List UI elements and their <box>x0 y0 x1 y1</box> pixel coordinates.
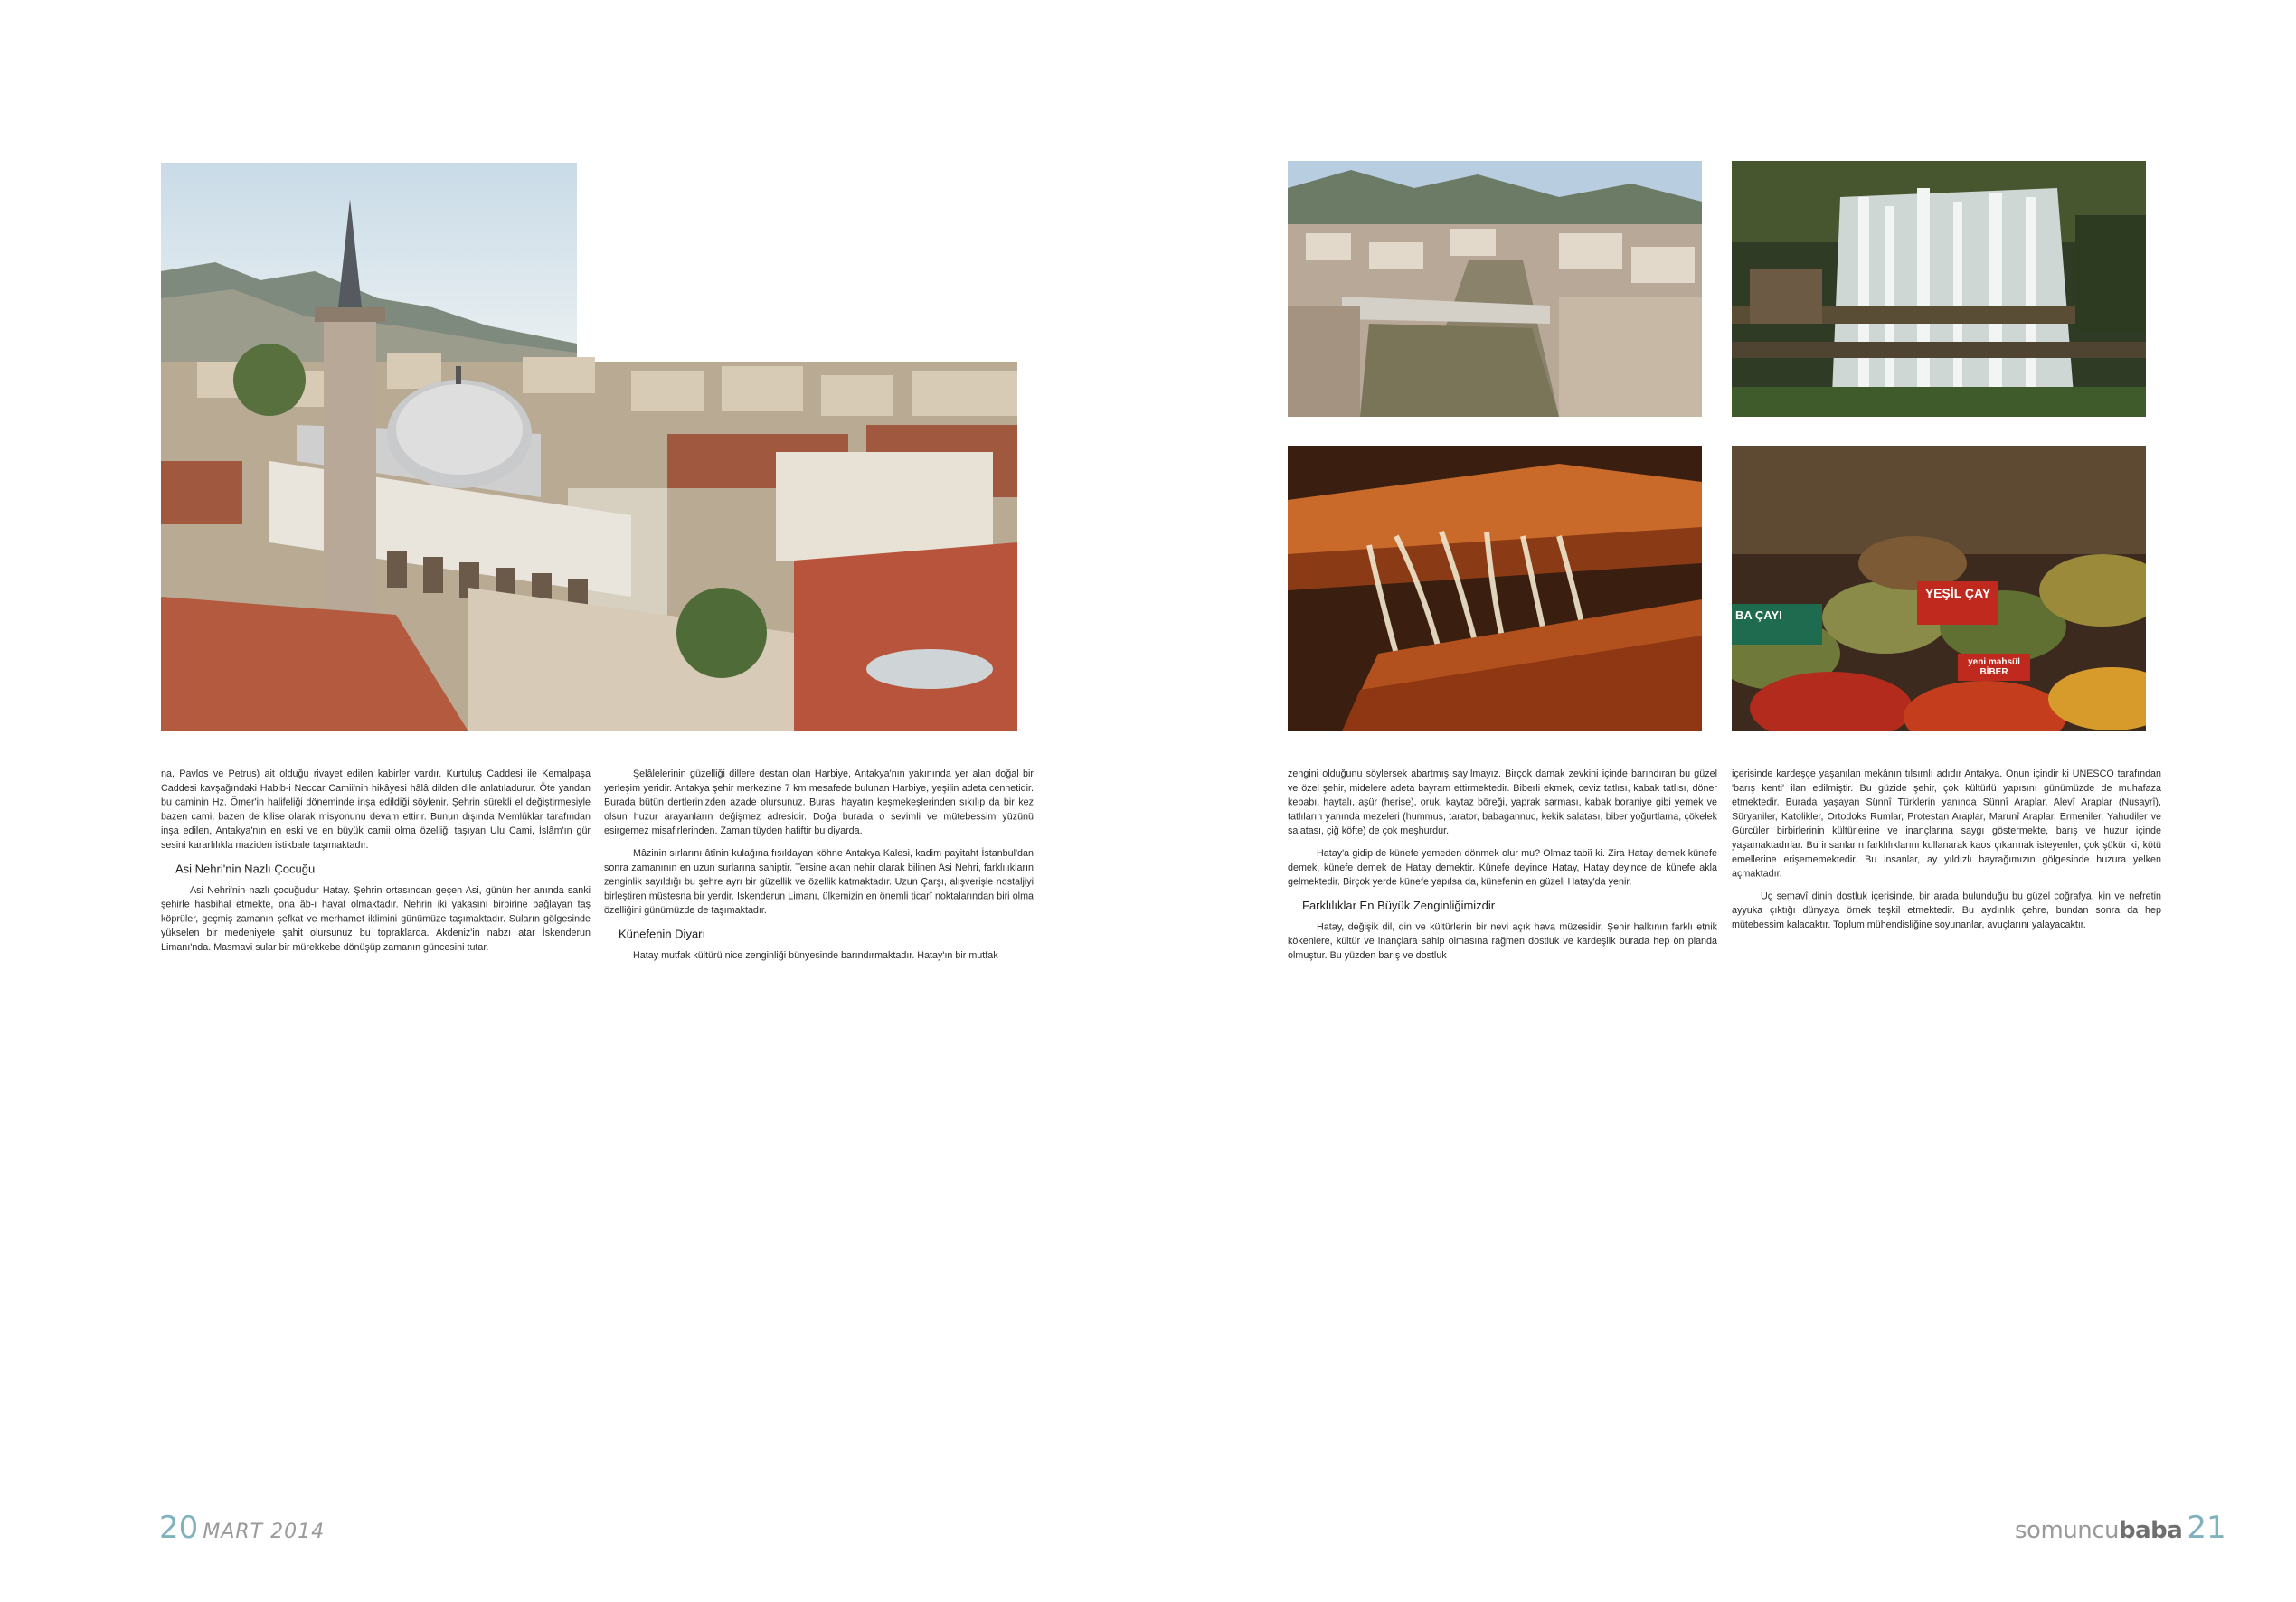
right-column-2 <box>1732 767 2161 932</box>
paragraph: Hatay, değişik dil, din ve kültürlerin bir nevi açık hava müzesidir. Şehir halkının farklı etnik kökenlere, kültür ve inançlara sahip olmasına rağmen dostluk ve kardeşlik burada hep ön planda olmuştur. Bu yüzden barış ve dostluk <box>1288 920 1717 961</box>
right-column-1 <box>1288 767 1717 963</box>
left-column-2 <box>604 767 1034 963</box>
magazine-logo: somuncubaba <box>2015 1517 2183 1544</box>
section-heading: Künefenin Diyarı <box>619 927 706 941</box>
page-number: 20 <box>159 1510 199 1546</box>
paragraph: zengini olduğunu söylersek abartmış sayılmayız. Birçok damak zevkini içinde barındıran bu güzel ve özel şehir, midelere adeta bayram ettirmektedir. Biberli ekmek, ceviz tatlısı, kabak tatlısı, döner kebabı, haytalı, aşür (herise), oruk, kaytaz böreği, yaprak sarması, kabak boraniye gibi yemek ve tatlıların yanında mezeleri (hummus, tarator, babagannuc, kekik salatası, biber yoğurtlama, çökelek salatası, çiğ köfte) de çok meşhurdur. <box>1288 768 1717 836</box>
spice-sign-pepper: yeni mahsül BİBER <box>1968 657 2020 677</box>
paragraph: na, Pavlos ve Petrus) ait olduğu rivayet edilen kabirler vardır. Kurtuluş Caddesi ile Kemalpaşa Caddesi kavşağındaki Habib-i Neccar Camii'nin hikâyesi hâlâ dilden dile anlatıladurur. Öte yandan bu caminin Hz. Ömer'in halifeliği döneminde inşa edildiği söylenir. Şehrin sürekli el değiştirmesiyle bazen cami, bazen de kilise olarak misyonunu devam ettirir. Bunun dışında Memlûklar tarafından inşa edilen, Antakya'nın en eski ve en büyük camii olma özelliği taşıyan Ulu Cami, İslâm'ın gür sesini kararlılıkla maziden istikbale taşımaktadır. <box>161 768 591 851</box>
spice-sign-tea: BA ÇAYI <box>1735 608 1782 622</box>
mosque-photo <box>161 163 1017 731</box>
paragraph: Mâzinin sırlarını âtînin kulağına fısıldayan köhne Antakya Kalesi, kadim payitaht İstanbul'dan sonra zamanının en uzun surlarına sahiptir. Tersine akan nehir olarak bilinen Asi Nehri, farklılıkların zenginlik sayıldığı bu şehre ayrı bir güzellik ve özellik katmaktadır. Uzun Çarşı, alışverişle nostaljiyi birleştiren müstesna bir yerdir. İskenderun Limanı, ülkemizin en önemli ticarî noktalarından biri olma özelliğini günümüzde de taşımaktadır. <box>604 847 1034 916</box>
paragraph: Hatay mutfak kültürü nice zenginliği bünyesinde barındırmaktadır. Hatay'ın bir mutfak <box>633 949 998 961</box>
paragraph: Asi Nehri'nin nazlı çocuğudur Hatay. Şehrin ortasından geçen Asi, günün her anında sanki şehirle hasbihal etmekte, ona âb-ı hayat olmaktadır. Nehrin iki yakasını birbirine bağlayan taş köprüler, geçmiş zamanın şefkat ve merhamet iklimini günümüze taşımaktadır. Suların gölgesinde yükselen bir medeniyete şahit olursunuz bu topraklarda. Akdeniz'in nabzı atar İskenderun Limanı'nda. Masmavi sular bir mürekkebe dönüşüp zamanın güncesini tutar. <box>161 884 591 953</box>
river-city-photo <box>1288 161 1702 417</box>
spice-sign-green-tea: YEŞİL ÇAY <box>1924 586 1991 600</box>
paragraph: Şelâlelerinin güzelliği dillere destan olan Harbiye, Antakya'nın yakınında yer alan doğal bir yerleşim yeridir. Antakya şehir merkezine 7 km mesafede bulunan Harbiye, yeşilin adeta cennetidir. Burada bütün dertlerinizden azade olursunuz. Burası hayatın keşmekeşlerinden sıkılıp da bir kez olsun huzur arayanların değişmez adresidir. Doğa burada o sevimli ve mütebessim yüzünü esirgemez misafirlerinden. Zaman tüyden hafiftir bu diyarda. <box>604 768 1034 836</box>
paragraph: Üç semavî dinin dostluk içerisinde, bir arada bulunduğu bu güzel coğrafya, kin ve nefretin ayyuka çıktığı dünyaya örnek teşkil etmektedir. Bu aydınlık çehre, bundan sonra da hep mütebessim kalacaktır. Toplum mühendisliğine soyunanlar, avuçlarını yalayacaktır. <box>1732 890 2161 930</box>
kunefe-photo <box>1288 446 1702 731</box>
left-column-1 <box>161 767 591 955</box>
left-folio <box>159 1510 325 1551</box>
issue-date: MART 2014 <box>203 1521 326 1543</box>
section-heading: Asi Nehri'nin Nazlı Çocuğu <box>175 862 316 876</box>
spice-market-photo <box>1732 446 2146 731</box>
waterfall-photo <box>1732 161 2146 417</box>
paragraph: içerisinde kardeşçe yaşanılan mekânın tılsımlı adıdır Antakya. Onun içindir ki UNESCO tarafından 'barış kenti' ilan edilmiştir. Bu güzide şehir, çok kültürlü yapısını günümüzde de muhafaza etmektedir. Burada yaşayan Sünnî Türklerin yanında Sünnî Araplar, Alevî Araplar (Nusayrî), Süryaniler, Katolikler, Ortodoks Rumlar, Protestan Araplar, Marunî Araplar, Ermeniler, Yahudiler ve Gürcüler birbirlerinin kültürlerine ve inançlarına saygı göstermekte, barış ve huzur içinde yaşamaktadırlar. Bu insanların farklılıklarını kullanarak kaos çıkarmak isteyenler, çok şükür ki, kötü emellerine erişememektedir. Bu insanlar, ay yıldızlı bayrağımızın gölgesinde huzura yelken açmaktadır. <box>1732 768 2161 880</box>
right-folio <box>2015 1510 2226 1551</box>
section-heading: Farklılıklar En Büyük Zenginliğimizdir <box>1302 898 1496 912</box>
page-number: 21 <box>2187 1510 2226 1546</box>
paragraph: Hatay'a gidip de künefe yemeden dönmek olur mu? Olmaz tabiî ki. Zira Hatay demek künefe demek, künefe demek de Hatay demektir. Künefe deyince Hatay, Hatay deyince de künefe akla gelmektedir. Birçok yerde künefe yapılsa da, künefenin en güzeli Hatay'da yenir. <box>1288 847 1717 888</box>
